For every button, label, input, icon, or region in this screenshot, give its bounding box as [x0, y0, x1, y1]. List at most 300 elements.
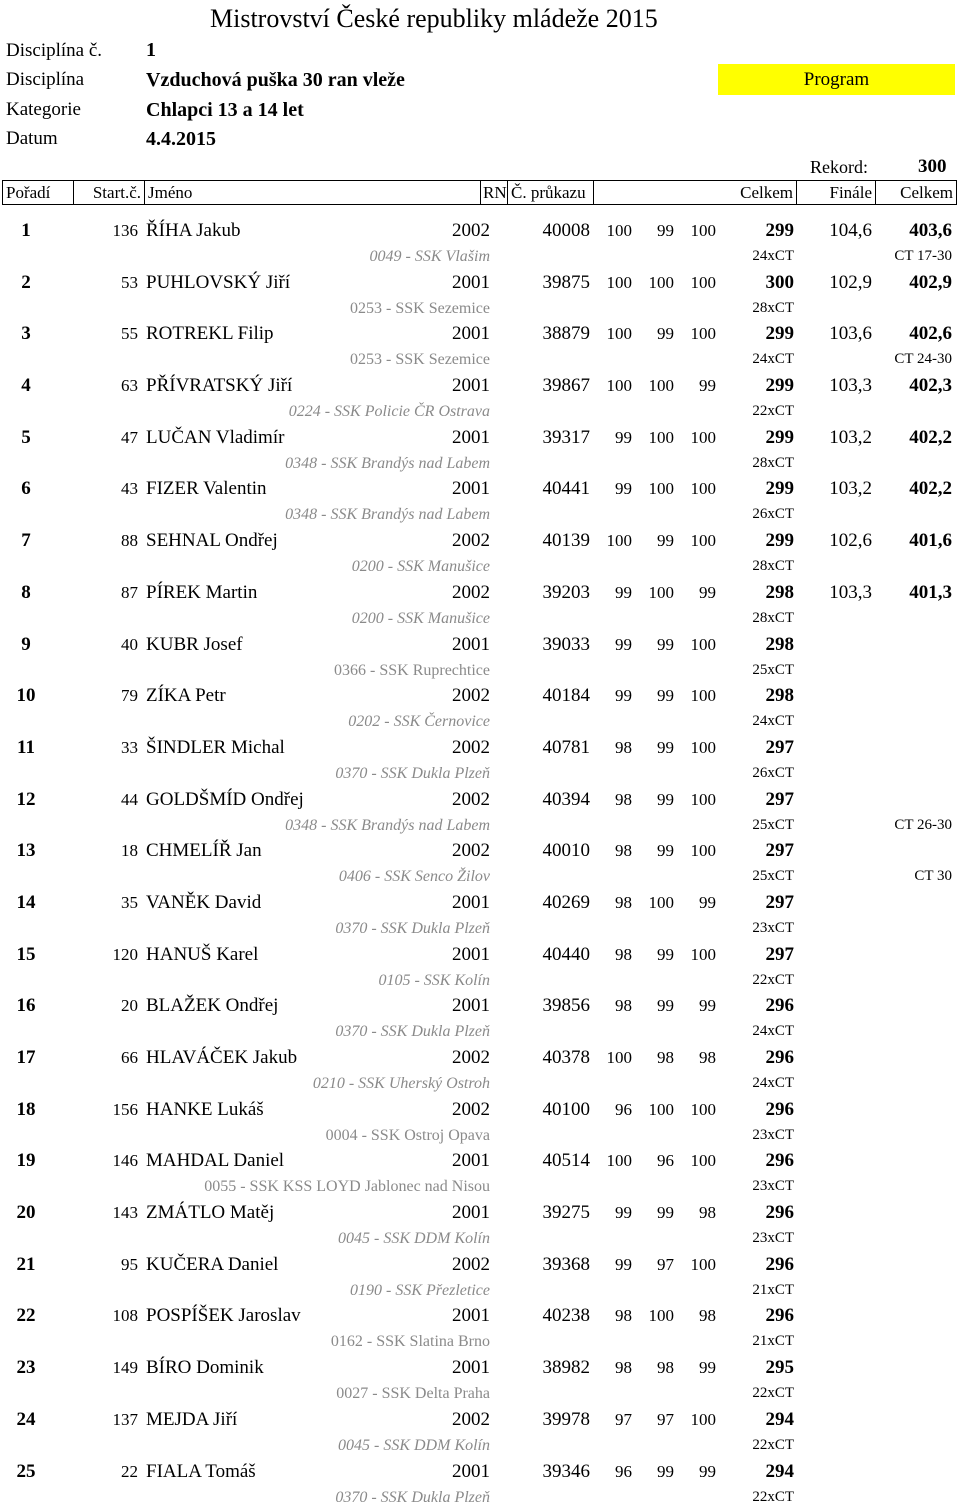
total-cell: 299	[765, 530, 794, 552]
col-header-birth-year: RN	[480, 180, 508, 205]
series-3-cell: 100	[690, 944, 716, 964]
rank-cell: 22	[16, 1305, 36, 1327]
card-number-cell: 39033	[542, 633, 590, 655]
club-cell: 0253 - SSK Sezemice	[350, 299, 490, 317]
series-2-cell: 99	[657, 221, 674, 240]
series-1-cell: 99	[615, 634, 632, 654]
series-3-cell: 100	[690, 272, 716, 292]
series-1-cell: 100	[606, 1151, 632, 1171]
name-cell: CHMELÍŘ Jan	[146, 840, 262, 862]
name-cell: BLAŽEK Ondřej	[146, 995, 279, 1017]
series-2-cell: 100	[648, 376, 674, 396]
rank-cell: 18	[16, 1098, 36, 1120]
name-cell: HANKE Lukáš	[146, 1098, 264, 1120]
birth-year-cell: 2001	[452, 375, 490, 397]
meta-label-discipline: Disciplína	[6, 69, 85, 90]
grand-total-cell: 402,2	[909, 426, 952, 448]
rank-cell: 20	[16, 1202, 36, 1224]
start-number-cell: 79	[121, 686, 138, 706]
inner-tens-cell: 22xCT	[752, 1385, 794, 1402]
club-cell: 0200 - SSK Manušice	[351, 609, 490, 627]
meta-value-date: 4.4.2015	[146, 128, 216, 150]
birth-year-cell: 2001	[452, 1150, 490, 1172]
series-2-cell: 97	[657, 1254, 674, 1274]
start-number-cell: 143	[112, 1203, 138, 1223]
club-cell: 0224 - SSK Policie ČR Ostrava	[288, 403, 490, 421]
card-number-cell: 39275	[542, 1202, 590, 1224]
col-header-grand-total: Celkem	[875, 180, 957, 205]
series-1-cell: 99	[615, 1254, 632, 1274]
grand-total-cell: 402,3	[909, 375, 952, 397]
meta-label-date: Datum	[6, 128, 58, 149]
series-2-cell: 99	[657, 686, 674, 706]
series-1-cell: 97	[615, 1409, 632, 1429]
result-row	[0, 1355, 960, 1407]
meta-value-discipline: Vzduchová puška 30 ran vleže	[146, 69, 405, 91]
birth-year-cell: 2001	[452, 943, 490, 965]
birth-year-cell: 2001	[452, 1305, 490, 1327]
card-number-cell: 38982	[542, 1357, 590, 1379]
final-cell: 102,6	[829, 530, 872, 552]
start-number-cell: 95	[121, 1254, 138, 1274]
club-cell: 0348 - SSK Brandýs nad Labem	[285, 816, 490, 834]
tiebreak-note-cell: CT 24-30	[894, 351, 952, 368]
rank-cell: 21	[16, 1253, 36, 1275]
series-2-cell: 99	[657, 789, 674, 809]
final-cell: 102,9	[829, 271, 872, 293]
series-2-cell: 99	[657, 841, 674, 861]
series-3-cell: 100	[690, 531, 716, 551]
tiebreak-note-cell: CT 30	[914, 868, 952, 885]
card-number-cell: 39368	[542, 1253, 590, 1275]
series-2-cell: 100	[648, 582, 674, 602]
inner-tens-cell: 23xCT	[752, 1126, 794, 1143]
series-3-cell: 100	[690, 1099, 716, 1119]
rank-cell: 24	[16, 1408, 36, 1430]
club-cell: 0027 - SSK Delta Praha	[336, 1385, 490, 1403]
series-3-cell: 99	[699, 376, 716, 396]
result-row	[0, 321, 960, 373]
series-2-cell: 99	[657, 531, 674, 551]
start-number-cell: 146	[112, 1151, 138, 1171]
series-2-cell: 100	[648, 272, 674, 292]
birth-year-cell: 2001	[452, 426, 490, 448]
name-cell: FIZER Valentin	[146, 478, 267, 500]
rank-cell: 17	[16, 1047, 36, 1068]
inner-tens-cell: 28xCT	[752, 558, 794, 575]
series-1-cell: 98	[615, 996, 632, 1016]
birth-year-cell: 2001	[452, 323, 490, 345]
inner-tens-cell: 21xCT	[752, 1281, 794, 1298]
rank-cell: 10	[16, 685, 36, 707]
series-2-cell: 99	[657, 634, 674, 654]
series-3-cell: 98	[699, 1048, 716, 1067]
rank-cell: 4	[21, 375, 31, 397]
inner-tens-cell: 24xCT	[752, 248, 794, 264]
result-row	[0, 735, 960, 787]
series-3-cell: 99	[699, 1358, 716, 1378]
club-cell: 0406 - SSK Senco Žilov	[338, 868, 490, 886]
birth-year-cell: 2002	[452, 736, 490, 758]
inner-tens-cell: 23xCT	[752, 1178, 794, 1195]
rank-cell: 25	[16, 1460, 36, 1482]
start-number-cell: 137	[112, 1409, 138, 1429]
series-3-cell: 100	[690, 479, 716, 499]
tiebreak-note-cell: CT 17-30	[894, 248, 952, 264]
name-cell: BÍRO Dominik	[146, 1357, 264, 1379]
start-number-cell: 156	[112, 1099, 138, 1119]
total-cell: 297	[765, 788, 794, 810]
result-row	[0, 1252, 960, 1304]
series-1-cell: 100	[606, 272, 632, 292]
record-label: Rekord:	[810, 157, 868, 177]
total-cell: 294	[765, 1408, 794, 1430]
total-cell: 297	[765, 736, 794, 758]
series-1-cell: 100	[606, 531, 632, 551]
total-cell: 300	[765, 271, 794, 293]
rank-cell: 1	[21, 220, 31, 241]
rank-cell: 19	[16, 1150, 36, 1172]
club-cell: 0202 - SSK Černovice	[348, 713, 490, 731]
club-cell: 0370 - SSK Dukla Plzeň	[335, 1023, 490, 1041]
result-row	[0, 632, 960, 684]
result-row	[0, 1407, 960, 1459]
club-cell: 0049 - SSK Vlašim	[369, 248, 490, 265]
card-number-cell: 39317	[542, 426, 590, 448]
result-row	[0, 787, 960, 839]
series-3-cell: 100	[690, 686, 716, 706]
grand-total-cell: 402,6	[909, 323, 952, 345]
club-cell: 0348 - SSK Brandýs nad Labem	[285, 506, 490, 524]
rank-cell: 7	[21, 530, 31, 552]
start-number-cell: 43	[121, 479, 138, 499]
meta-label-category: Kategorie	[6, 99, 81, 120]
col-header-final: Finále	[796, 180, 876, 205]
club-cell: 0253 - SSK Sezemice	[350, 351, 490, 369]
total-cell: 296	[765, 1098, 794, 1120]
series-3-cell: 100	[690, 1409, 716, 1429]
result-row	[0, 942, 960, 994]
birth-year-cell: 2002	[452, 1047, 490, 1068]
series-2-cell: 99	[657, 1203, 674, 1223]
total-cell: 298	[765, 581, 794, 603]
club-cell: 0162 - SSK Slatina Brno	[330, 1333, 490, 1351]
name-cell: MEJDA Jiří	[146, 1408, 238, 1430]
total-cell: 299	[765, 323, 794, 345]
result-row	[0, 1200, 960, 1252]
club-cell: 0366 - SSK Ruprechtice	[334, 661, 490, 679]
birth-year-cell: 2001	[452, 891, 490, 913]
result-row	[0, 993, 960, 1045]
card-number-cell: 39978	[542, 1408, 590, 1430]
club-cell: 0055 - SSK KSS LOYD Jablonec nad Nisou	[204, 1178, 490, 1196]
result-row	[0, 528, 960, 580]
final-cell: 103,3	[829, 375, 872, 397]
rank-cell: 6	[21, 478, 31, 500]
inner-tens-cell: 22xCT	[752, 1436, 794, 1453]
start-number-cell: 66	[121, 1048, 138, 1067]
series-1-cell: 98	[615, 737, 632, 757]
total-cell: 296	[765, 995, 794, 1017]
rank-cell: 2	[21, 271, 31, 293]
name-cell: ŘÍHA Jakub	[146, 220, 241, 241]
name-cell: HANUŠ Karel	[146, 943, 259, 965]
series-3-cell: 99	[699, 892, 716, 912]
name-cell: ZÍKA Petr	[146, 685, 226, 707]
club-cell: 0004 - SSK Ostroj Opava	[325, 1126, 490, 1144]
start-number-cell: 47	[121, 427, 138, 447]
result-row	[0, 218, 960, 270]
club-cell: 0105 - SSK Kolín	[378, 971, 490, 989]
birth-year-cell: 2002	[452, 530, 490, 552]
result-row	[0, 1303, 960, 1355]
total-cell: 297	[765, 943, 794, 965]
card-number-cell: 40139	[542, 530, 590, 552]
club-cell: 0370 - SSK Dukla Plzeň	[335, 919, 490, 937]
card-number-cell: 40100	[542, 1098, 590, 1120]
inner-tens-cell: 24xCT	[752, 351, 794, 368]
result-row	[0, 683, 960, 735]
name-cell: GOLDŠMÍD Ondřej	[146, 788, 304, 810]
name-cell: PŘÍVRATSKÝ Jiří	[146, 375, 293, 397]
result-row	[0, 1097, 960, 1149]
result-row	[0, 1148, 960, 1200]
meta-value-category: Chlapci 13 a 14 let	[146, 99, 304, 121]
series-2-cell: 99	[657, 1461, 674, 1481]
card-number-cell: 38879	[542, 323, 590, 345]
rank-cell: 15	[16, 943, 36, 965]
start-number-cell: 87	[121, 582, 138, 602]
inner-tens-cell: 23xCT	[752, 919, 794, 936]
inner-tens-cell: 24xCT	[752, 1075, 794, 1091]
total-cell: 297	[765, 891, 794, 913]
club-cell: 0045 - SSK DDM Kolín	[338, 1436, 490, 1454]
rank-cell: 8	[21, 581, 31, 603]
series-1-cell: 99	[615, 479, 632, 499]
program-box: Program	[718, 64, 955, 95]
total-cell: 295	[765, 1357, 794, 1379]
series-3-cell: 100	[690, 324, 716, 344]
result-row	[0, 476, 960, 528]
meta-value-discipline-no: 1	[146, 39, 156, 61]
page-title: Mistrovství České republiky mládeže 2015	[210, 4, 658, 33]
result-row	[0, 1045, 960, 1097]
card-number-cell: 39856	[542, 995, 590, 1017]
tiebreak-note-cell: CT 26-30	[894, 816, 952, 833]
series-1-cell: 98	[615, 1306, 632, 1326]
result-row	[0, 580, 960, 632]
series-1-cell: 99	[615, 427, 632, 447]
rank-cell: 3	[21, 323, 31, 345]
inner-tens-cell: 28xCT	[752, 609, 794, 626]
result-row	[0, 1459, 960, 1511]
series-2-cell: 97	[657, 1409, 674, 1429]
series-2-cell: 99	[657, 944, 674, 964]
series-3-cell: 99	[699, 996, 716, 1016]
result-row	[0, 425, 960, 477]
name-cell: KUČERA Daniel	[146, 1253, 279, 1275]
card-number-cell: 40441	[542, 478, 590, 500]
series-3-cell: 100	[690, 737, 716, 757]
name-cell: ŠINDLER Michal	[146, 736, 285, 758]
series-1-cell: 99	[615, 1203, 632, 1223]
rank-cell: 9	[21, 633, 31, 655]
start-number-cell: 136	[112, 221, 138, 240]
name-cell: VANĚK David	[146, 891, 262, 913]
start-number-cell: 40	[121, 634, 138, 654]
name-cell: PUHLOVSKÝ Jiří	[146, 271, 291, 293]
result-row	[0, 373, 960, 425]
inner-tens-cell: 24xCT	[752, 1023, 794, 1040]
birth-year-cell: 2001	[452, 478, 490, 500]
start-number-cell: 63	[121, 376, 138, 396]
start-number-cell: 18	[121, 841, 138, 861]
name-cell: PÍREK Martin	[146, 581, 258, 603]
final-cell: 103,3	[829, 581, 872, 603]
card-number-cell: 40378	[542, 1047, 590, 1068]
total-cell: 298	[765, 685, 794, 707]
total-cell: 299	[765, 220, 794, 241]
start-number-cell: 44	[121, 789, 138, 809]
series-3-cell: 98	[699, 1203, 716, 1223]
rank-cell: 11	[17, 736, 35, 758]
inner-tens-cell: 25xCT	[752, 868, 794, 885]
club-cell: 0348 - SSK Brandýs nad Labem	[285, 454, 490, 472]
total-cell: 296	[765, 1047, 794, 1068]
result-row	[0, 838, 960, 890]
birth-year-cell: 2002	[452, 220, 490, 241]
inner-tens-cell: 23xCT	[752, 1230, 794, 1247]
birth-year-cell: 2001	[452, 1202, 490, 1224]
grand-total-cell: 402,9	[909, 271, 952, 293]
rank-cell: 13	[16, 840, 36, 862]
series-1-cell: 98	[615, 1358, 632, 1378]
birth-year-cell: 2001	[452, 1460, 490, 1482]
birth-year-cell: 2002	[452, 581, 490, 603]
series-2-cell: 99	[657, 324, 674, 344]
card-number-cell: 40781	[542, 736, 590, 758]
grand-total-cell: 401,3	[909, 581, 952, 603]
series-1-cell: 96	[615, 1099, 632, 1119]
card-number-cell: 40394	[542, 788, 590, 810]
series-2-cell: 98	[657, 1048, 674, 1067]
total-cell: 296	[765, 1253, 794, 1275]
club-cell: 0190 - SSK Přezletice	[350, 1281, 490, 1299]
total-cell: 294	[765, 1460, 794, 1482]
inner-tens-cell: 25xCT	[752, 661, 794, 678]
rank-cell: 14	[16, 891, 36, 913]
inner-tens-cell: 28xCT	[752, 299, 794, 316]
card-number-cell: 40010	[542, 840, 590, 862]
inner-tens-cell: 26xCT	[752, 764, 794, 781]
meta-label-discipline-no: Disciplína č.	[6, 40, 103, 61]
card-number-cell: 39203	[542, 581, 590, 603]
rank-cell: 12	[16, 788, 36, 810]
col-header-total: Celkem	[593, 180, 797, 205]
total-cell: 298	[765, 633, 794, 655]
series-2-cell: 100	[648, 479, 674, 499]
result-row	[0, 890, 960, 942]
series-1-cell: 100	[606, 1048, 632, 1067]
col-header-rank: Pořadí	[2, 180, 74, 205]
grand-total-cell: 401,6	[909, 530, 952, 552]
series-1-cell: 100	[606, 221, 632, 240]
birth-year-cell: 2002	[452, 1408, 490, 1430]
rank-cell: 16	[16, 995, 36, 1017]
start-number-cell: 53	[121, 272, 138, 292]
start-number-cell: 149	[112, 1358, 138, 1378]
name-cell: MAHDAL Daniel	[146, 1150, 285, 1172]
series-2-cell: 100	[648, 427, 674, 447]
series-2-cell: 98	[657, 1358, 674, 1378]
col-header-name: Jméno	[144, 180, 481, 205]
total-cell: 296	[765, 1305, 794, 1327]
card-number-cell: 40238	[542, 1305, 590, 1327]
birth-year-cell: 2001	[452, 633, 490, 655]
card-number-cell: 39867	[542, 375, 590, 397]
birth-year-cell: 2002	[452, 788, 490, 810]
card-number-cell: 40440	[542, 943, 590, 965]
rank-cell: 5	[21, 426, 31, 448]
record-value: 300	[918, 156, 947, 177]
series-1-cell: 99	[615, 582, 632, 602]
total-cell: 299	[765, 426, 794, 448]
series-1-cell: 96	[615, 1461, 632, 1481]
total-cell: 296	[765, 1150, 794, 1172]
series-3-cell: 100	[690, 1151, 716, 1171]
rank-cell: 23	[16, 1357, 36, 1379]
birth-year-cell: 2002	[452, 1253, 490, 1275]
start-number-cell: 22	[121, 1461, 138, 1481]
birth-year-cell: 2001	[452, 995, 490, 1017]
inner-tens-cell: 24xCT	[752, 713, 794, 730]
card-number-cell: 40269	[542, 891, 590, 913]
birth-year-cell: 2001	[452, 1357, 490, 1379]
start-number-cell: 33	[121, 737, 138, 757]
card-number-cell: 39346	[542, 1460, 590, 1482]
total-cell: 297	[765, 840, 794, 862]
final-cell: 103,6	[829, 323, 872, 345]
club-cell: 0370 - SSK Dukla Plzeň	[335, 764, 490, 782]
final-cell: 103,2	[829, 478, 872, 500]
card-number-cell: 40514	[542, 1150, 590, 1172]
series-3-cell: 100	[690, 1254, 716, 1274]
series-3-cell: 98	[699, 1306, 716, 1326]
name-cell: FIALA Tomáš	[146, 1460, 256, 1482]
series-1-cell: 99	[615, 686, 632, 706]
name-cell: ROTREKL Filip	[146, 323, 274, 345]
birth-year-cell: 2001	[452, 271, 490, 293]
series-2-cell: 96	[657, 1151, 674, 1171]
start-number-cell: 55	[121, 324, 138, 344]
total-cell: 299	[765, 478, 794, 500]
series-3-cell: 99	[699, 582, 716, 602]
inner-tens-cell: 21xCT	[752, 1333, 794, 1350]
inner-tens-cell: 22xCT	[752, 403, 794, 420]
inner-tens-cell: 28xCT	[752, 454, 794, 471]
name-cell: SEHNAL Ondřej	[146, 530, 278, 552]
series-2-cell: 100	[648, 892, 674, 912]
total-cell: 299	[765, 375, 794, 397]
birth-year-cell: 2002	[452, 1098, 490, 1120]
series-2-cell: 100	[648, 1099, 674, 1119]
inner-tens-cell: 22xCT	[752, 1488, 794, 1505]
col-header-start: Start.č.	[73, 180, 145, 205]
series-3-cell: 100	[690, 789, 716, 809]
series-3-cell: 100	[690, 634, 716, 654]
series-1-cell: 98	[615, 944, 632, 964]
name-cell: LUČAN Vladimír	[146, 426, 285, 448]
